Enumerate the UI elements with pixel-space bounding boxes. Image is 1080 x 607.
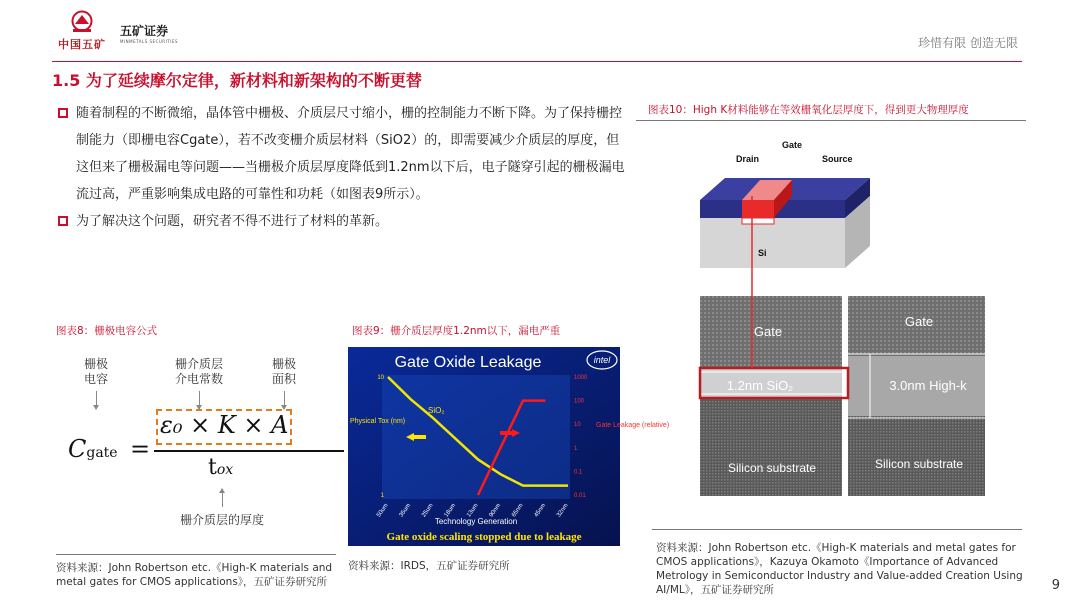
label-dielectric-constant: 栅介质层 介电常数 — [174, 357, 223, 386]
label-drain: Drain — [736, 154, 760, 164]
arrow-down-icon — [199, 391, 200, 409]
formula-numerator: ε₀ × K × A — [160, 411, 289, 439]
tem-right-gate-label: Gate — [904, 314, 934, 329]
fig10-caption-divider — [636, 120, 1026, 121]
x-tick-label: 90nm — [488, 502, 503, 519]
slogan: 珍惜有限 创造无限 — [918, 36, 1018, 50]
minmetals-emblem-icon — [67, 10, 97, 34]
tem-right-substrate-label: Silicon substrate — [874, 457, 964, 471]
fraction-bar — [154, 450, 344, 452]
gate-capacitance-formula — [56, 345, 336, 545]
y2-tick-label: 0.1 — [574, 469, 583, 476]
label-gate: Gate — [781, 140, 803, 150]
mos-transistor-diagram — [700, 140, 870, 275]
arrow-down-icon — [96, 391, 97, 409]
y-tick-label: 10 — [377, 375, 384, 381]
right-axis-label: Gate Leakage (relative) — [596, 422, 670, 429]
x-tick-label: 32nm — [556, 502, 570, 519]
bullet-square-icon — [58, 216, 68, 226]
x-tick-label: 18um — [443, 502, 458, 519]
si-substrate — [700, 218, 845, 268]
brand-name — [120, 22, 178, 44]
page-number: 9 — [1051, 578, 1060, 593]
tem-left-substrate-label: Silicon substrate — [727, 461, 817, 475]
formula-lhs: Cgate — [68, 435, 118, 463]
leakage-chart-svg — [348, 347, 670, 546]
brand-cn: 五矿证券 — [120, 24, 169, 38]
y2-tick-label: 10 — [574, 422, 581, 429]
label-si: Si — [758, 248, 767, 258]
fig10-source-divider — [652, 529, 1022, 530]
x-tick-label: 45nm — [533, 502, 548, 519]
y-tick-label: 1 — [380, 493, 384, 499]
tem-right-substrate — [848, 416, 985, 496]
arrow-up-icon — [222, 489, 223, 507]
fig9-source: 资料来源：IRDS，五矿证券研究所 — [348, 560, 510, 572]
gate-oxide-leakage-chart — [348, 347, 670, 546]
x-tick-label: 25um — [421, 502, 435, 519]
fig8-source-divider — [56, 554, 336, 555]
bullet-item — [56, 100, 626, 208]
fig8-source: 资料来源：John Robertson etc.《High-K materials and metal gates for CMOS applications》，五矿证券研究所 — [56, 562, 333, 588]
label-thickness: 栅介质层的厚度 — [179, 513, 264, 527]
page-title: 1.5 为了延续摩尔定律，新材料和新架构的不断更替 — [52, 71, 422, 90]
sio2-series-label: SiO₂ — [428, 406, 445, 415]
y2-tick-label: 1000 — [574, 375, 588, 381]
label-source: Source — [822, 154, 853, 164]
gate-front — [742, 200, 774, 218]
x-tick-label: 13um — [466, 502, 480, 519]
header-divider — [52, 61, 1022, 62]
x-axis-title: Technology Generation — [434, 517, 518, 526]
tem-left-gate-label: Gate — [753, 324, 783, 339]
chart-title: Gate Oxide Leakage — [394, 354, 542, 371]
bullet-text: 随着制程的不断微缩，晶体管中栅极、介质层尺寸缩小，栅的控制能力不断下降。为了保持栅控制能力（即栅电容Cgate），若不改变栅介质层材料（SiO2）的，即需要减少介质层的厚度，但这但来了栅极漏电等问题——当栅极介质层厚度降低到1.2nm以下后，电子隧穿引起的栅极漏电流过高，严重影响集成电路的可靠性和功耗（如图表9所示）。 — [76, 106, 625, 202]
tem-left-layer-label: 1.2nm SiO₂ — [726, 378, 794, 393]
x-tick-label: 65nm — [511, 502, 525, 519]
bullet-text: 为了解决这个问题，研究者不得不进行了材料的革新。 — [76, 214, 389, 229]
logo-text: 中国五矿 — [58, 38, 106, 51]
y2-tick-label: 1 — [574, 445, 578, 452]
fig9-caption: 图表9：栅介质层厚度1.2nm以下，漏电严重 — [352, 325, 561, 337]
x-tick-label: 50um — [376, 502, 390, 519]
company-logo — [52, 10, 112, 52]
brand-en: MINMETALS SECURITIES — [120, 39, 178, 44]
formula-equals: = — [130, 435, 151, 463]
label-gate-capacitance: 栅极 电容 — [83, 357, 108, 386]
tem-right-layer-label: 3.0nm High-k — [889, 378, 967, 393]
y2-tick-label: 0.01 — [574, 493, 586, 499]
x-tick-label: 35um — [398, 502, 413, 519]
tem-comparison-images — [700, 296, 985, 496]
chart-footer: Gate oxide scaling stopped due to leakage — [386, 531, 582, 543]
fig8-caption: 图表8：栅极电容公式 — [56, 325, 158, 337]
gate-oxide-layer — [742, 218, 774, 224]
arrow-down-icon — [284, 391, 285, 409]
bullet-list — [56, 100, 626, 235]
bullet-item — [56, 208, 626, 235]
intel-logo-text: intel — [593, 355, 611, 365]
fig10-source: 资料来源：John Robertson etc.《High-K materials and metal gates for CMOS applications》，Kazuya Okamoto《Importance of Advanced Metrology in Semiconductor Industry and Value-added Creation Using AI/ML》，五矿证券研究所 — [656, 542, 1023, 596]
fig10-caption: 图表10：High K材料能够在等效栅氧化层厚度下，得到更大物理厚度 — [648, 104, 969, 116]
label-gate-area: 栅极 面积 — [271, 357, 296, 386]
bullet-square-icon — [58, 108, 68, 118]
y2-tick-label: 100 — [574, 398, 585, 405]
left-axis-label: Physical Tox (nm) — [350, 418, 406, 425]
tem-left-substrate — [700, 398, 842, 496]
formula-denominator: tox — [208, 455, 234, 480]
